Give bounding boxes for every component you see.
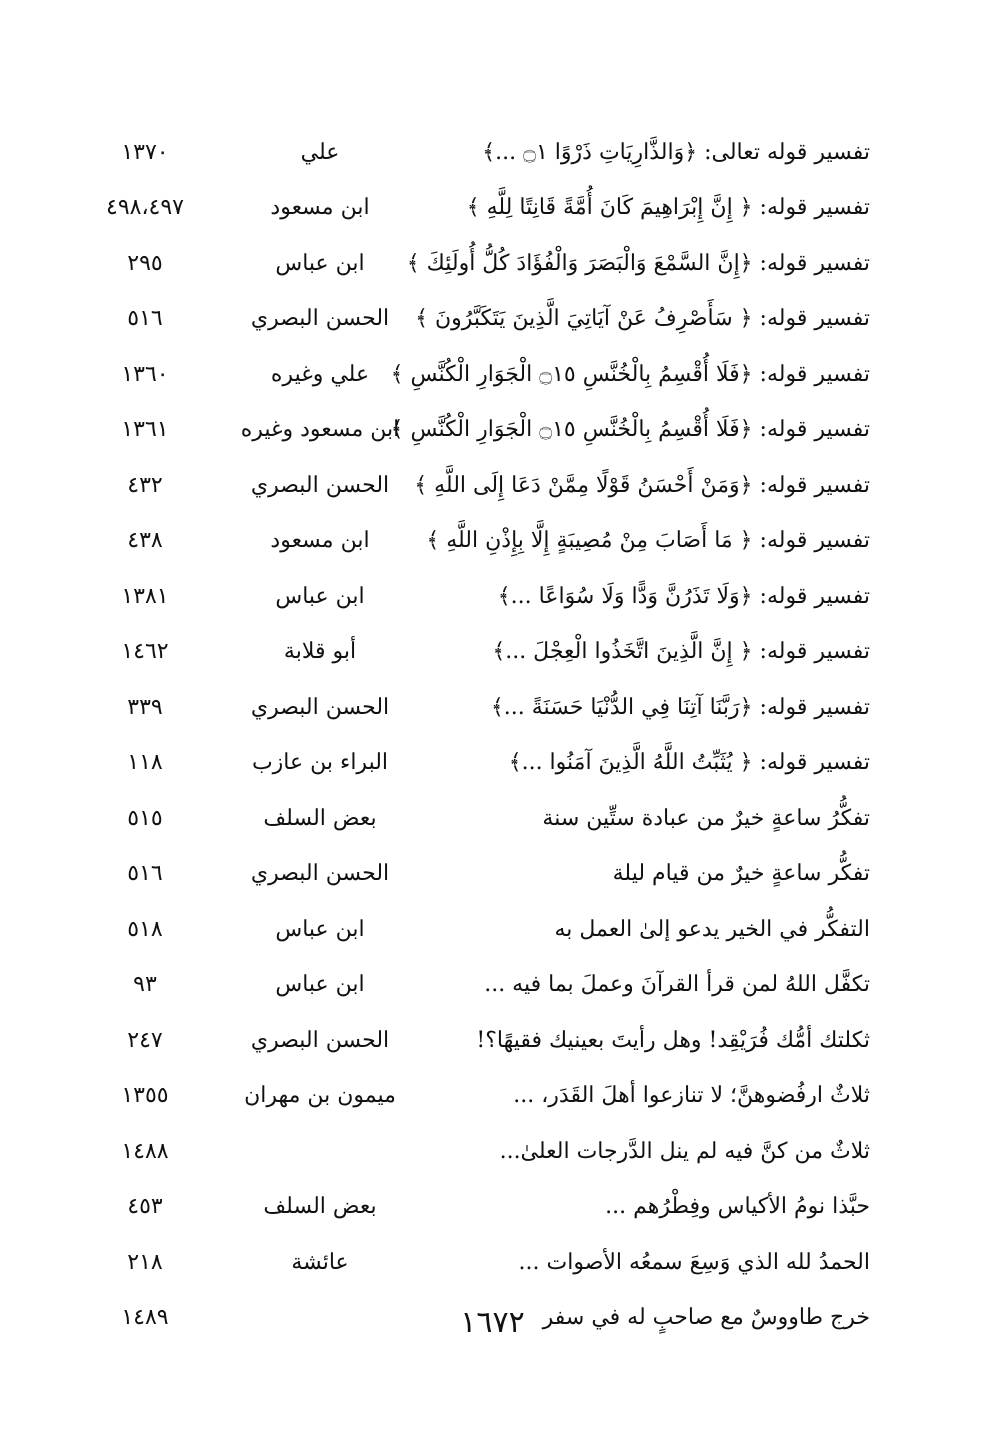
index-row (70, 902, 870, 958)
athar-text: تفكُّر ساعةٍ خيرٌ من قيام ليلة (612, 861, 870, 887)
athar-text: تفسير قوله: ﴿رَبَّنَا آتِنَا فِي الدُّنْيَا حَسَنَةً ...﴾ (490, 694, 870, 720)
athar-text: تفكُّرُ ساعةٍ خيرٌ من عبادة ستِّين سنة (542, 805, 870, 831)
page-reference: ٤٣٢ (127, 472, 163, 498)
athar-text: ثكلتك أمُّك فُرَيْقِد! وهل رأيتَ بعينيك فقيهًا؟! (476, 1027, 870, 1053)
athar-text: حبَّذا نومُ الأكياس وفِطْرُهم ... (605, 1194, 870, 1220)
page-reference: ١١٨ (127, 750, 163, 776)
index-row (70, 1124, 870, 1180)
page-reference: ١٣٨١ (121, 583, 169, 609)
index-row (70, 514, 870, 570)
index-row (70, 458, 870, 514)
index-row (70, 403, 870, 459)
athar-text: التفكُّر في الخير يدعو إلىٰ العمل به (554, 916, 870, 942)
index-row (70, 1069, 870, 1125)
index-row (70, 236, 870, 292)
index-row (70, 181, 870, 237)
index-row (70, 625, 870, 681)
page-reference: ٢١٨ (127, 1249, 163, 1275)
page-reference: ٩٣ (133, 972, 157, 998)
index-row (70, 125, 870, 181)
narrator: بعض السلف (263, 805, 377, 831)
athar-text: تفسير قوله: ﴿ مَا أَصَابَ مِنْ مُصِيبَةٍ إِلَّا بِإِذْنِ اللَّهِ ﴾ (426, 528, 870, 554)
page-reference: ٤٩٨،٤٩٧ (106, 195, 184, 221)
narrator: علي وغيره (270, 361, 370, 387)
page-reference: ٤٣٨ (127, 528, 163, 554)
narrator: بعض السلف (263, 1194, 377, 1220)
narrator: ابن عباس (275, 916, 365, 942)
athar-text: تفسير قوله: ﴿إِنَّ السَّمْعَ وَالْبَصَرَ وَالْفُؤَادَ كُلُّ أُولَئِكَ ﴾ (406, 250, 870, 276)
narrator: الحسن البصري (250, 1027, 390, 1053)
athar-text: تفسير قوله: ﴿وَلَا تَذَرُنَّ وَدًّا وَلَا سُوَاعًا ...﴾ (497, 583, 870, 609)
athar-text: تفسير قوله: ﴿فَلَا أُقْسِمُ بِالْخُنَّسِ ۝١٥ الْجَوَارِ الْكُنَّسِ ﴾ (390, 361, 870, 387)
page-reference: ٢٤٧ (127, 1027, 163, 1053)
athar-text: تفسير قوله: ﴿ إِنَّ الَّذِينَ اتَّخَذُوا الْعِجْلَ ...﴾ (492, 639, 870, 665)
athar-text: خرج طاووسٌ مع صاحبٍ له في سفر (542, 1305, 870, 1331)
index-row (70, 847, 870, 903)
page-reference: ١٤٨٩ (121, 1305, 169, 1331)
index-row (70, 680, 870, 736)
narrator: ابن مسعود (270, 195, 370, 221)
index-row (70, 1235, 870, 1291)
athar-index-table (70, 125, 870, 1346)
narrator: ابن عباس (275, 250, 365, 276)
index-row (70, 958, 870, 1014)
narrator: الحسن البصري (250, 694, 390, 720)
athar-text: تفسير قوله: ﴿وَمَنْ أَحْسَنُ قَوْلًا مِمَّنْ دَعَا إِلَى اللَّهِ ﴾ (414, 472, 870, 498)
page-reference: ١٤٨٨ (121, 1138, 169, 1164)
athar-text: تفسير قوله: ﴿ يُثَبِّتُ اللَّهُ الَّذِينَ آمَنُوا ...﴾ (508, 750, 870, 776)
athar-text: تكفَّل اللهُ لمن قرأ القرآنَ وعملَ بما فيه ... (484, 972, 870, 998)
index-row (70, 1180, 870, 1236)
narrator: أبو قلابة (283, 639, 357, 665)
page-reference: ١٣٦٠ (121, 361, 169, 387)
page-reference: ٥١٦ (127, 861, 163, 887)
narrator: الحسن البصري (250, 861, 390, 887)
page-reference: ٢٩٥ (127, 250, 163, 276)
page-reference: ١٣٧٠ (121, 139, 169, 165)
narrator: علي (300, 139, 340, 165)
narrator: الحسن البصري (250, 306, 390, 332)
index-row (70, 736, 870, 792)
athar-text: ثلاثٌ من كنَّ فيه لم ينل الدَّرجات العلىٰ... (499, 1138, 870, 1164)
athar-text: ثلاثٌ ارفُضوهنَّ؛ لا تنازعوا أهلَ القَدَر، ... (513, 1083, 870, 1109)
index-row (70, 791, 870, 847)
index-row (70, 569, 870, 625)
page-reference: ٣٣٩ (127, 694, 163, 720)
page-reference: ٥١٥ (127, 805, 163, 831)
index-row (70, 347, 870, 403)
page-reference: ١٣٦١ (121, 417, 169, 443)
athar-text: تفسير قوله: ﴿ سَأَصْرِفُ عَنْ آيَاتِيَ الَّذِينَ يَتَكَبَّرُونَ ﴾ (415, 306, 870, 332)
page-reference: ٥١٨ (127, 916, 163, 942)
narrator: الحسن البصري (250, 472, 390, 498)
athar-text: تفسير قوله: ﴿ إِنَّ إِبْرَاهِيمَ كَانَ أُمَّةً قَانِتًا لِلَّهِ ﴾ (466, 195, 870, 221)
index-row (70, 292, 870, 348)
narrator: ابن عباس (275, 583, 365, 609)
page-reference: ٥١٦ (127, 306, 163, 332)
narrator: ميمون بن مهران (244, 1083, 396, 1109)
athar-text: تفسير قوله تعالى: ﴿وَالذَّارِيَاتِ ذَرْوًا ۝١ ...﴾ (482, 139, 870, 165)
page-number: ١٦٧٢ (460, 1305, 525, 1340)
narrator: البراء بن عازب (251, 750, 389, 776)
page-reference: ٤٥٣ (127, 1194, 163, 1220)
page-reference: ١٤٦٢ (121, 639, 169, 665)
narrator: ابن عباس (275, 972, 365, 998)
page-reference: ١٣٥٥ (121, 1083, 169, 1109)
athar-text: تفسير قوله: ﴿فَلَا أُقْسِمُ بِالْخُنَّسِ ۝١٥ الْجَوَارِ الْكُنَّسِ ﴾ (390, 417, 870, 443)
narrator: ابن مسعود (270, 528, 370, 554)
narrator: عائشة (291, 1249, 349, 1275)
index-row (70, 1013, 870, 1069)
athar-text: الحمدُ لله الذي وَسِعَ سمعُه الأصوات ... (518, 1249, 870, 1275)
narrator: ابن مسعود وغيره (240, 417, 400, 443)
